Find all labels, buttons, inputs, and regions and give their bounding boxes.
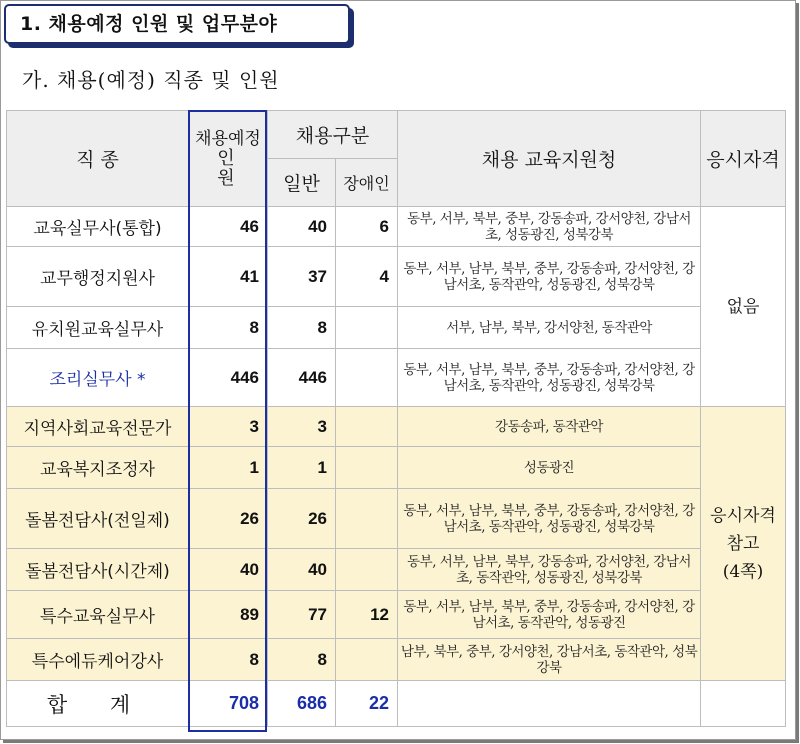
total-label: 합 계 xyxy=(7,681,189,727)
total-qualification-empty xyxy=(701,681,786,727)
header-planned xyxy=(189,111,268,207)
row-job: 돌봄전담사(전일제) xyxy=(7,489,189,549)
row-disabled xyxy=(336,307,398,349)
row-job: 교무행정지원사 xyxy=(7,247,189,307)
row-general: 8 xyxy=(268,639,336,681)
qualification-line2: 참고 xyxy=(726,533,760,554)
row-job: 돌봄전담사(시간제) xyxy=(7,549,189,591)
total-office-empty xyxy=(398,681,701,727)
qualification-line1: 응시자격 xyxy=(710,505,776,526)
row-job: 교육복지조정자 xyxy=(7,447,189,489)
row-job: 특수교육실무사 xyxy=(7,591,189,639)
row-planned: 3 xyxy=(189,407,268,447)
row-planned: 1 xyxy=(189,447,268,489)
header-office: 채용 교육지원청 xyxy=(398,111,701,207)
header-planned-line2: 인 원 xyxy=(217,147,249,189)
row-disabled xyxy=(336,489,398,549)
row-planned: 89 xyxy=(189,591,268,639)
row-office: 강동송파, 동작관악 xyxy=(398,407,701,447)
header-general: 일반 xyxy=(268,159,336,207)
header-planned-line1: 채용예정 xyxy=(195,128,261,149)
row-planned: 26 xyxy=(189,489,268,549)
recruitment-table xyxy=(6,110,786,727)
row-job: 교육실무사(통합) xyxy=(7,207,189,247)
row-general: 40 xyxy=(268,207,336,247)
row-job: 조리실무사 * xyxy=(7,349,189,407)
row-disabled xyxy=(336,639,398,681)
header-qualification: 응시자격 xyxy=(701,111,786,207)
row-general: 3 xyxy=(268,407,336,447)
row-disabled xyxy=(336,407,398,447)
header-division: 채용구분 xyxy=(268,111,398,159)
row-disabled: 4 xyxy=(336,247,398,307)
row-disabled xyxy=(336,447,398,489)
total-disabled: 22 xyxy=(336,681,398,727)
row-planned: 40 xyxy=(189,549,268,591)
row-office: 동부, 서부, 남부, 북부, 중부, 강동송파, 강서양천, 강남서초, 동작관악, 성동광진, 성북강북 xyxy=(398,489,701,549)
row-office: 서부, 남부, 북부, 강서양천, 동작관악 xyxy=(398,307,701,349)
row-disabled: 12 xyxy=(336,591,398,639)
row-general: 37 xyxy=(268,247,336,307)
row-general: 40 xyxy=(268,549,336,591)
row-job: 특수에듀케어강사 xyxy=(7,639,189,681)
row-disabled xyxy=(336,349,398,407)
row-planned: 8 xyxy=(189,307,268,349)
row-office: 동부, 서부, 남부, 북부, 중부, 강동송파, 강서양천, 강남서초, 동작관악, 성동광진 xyxy=(398,591,701,639)
sub-title: 가. 채용(예정) 직종 및 인원 xyxy=(22,68,280,92)
row-general: 77 xyxy=(268,591,336,639)
row-general: 1 xyxy=(268,447,336,489)
section-title: 1. 채용예정 인원 및 업무분야 xyxy=(4,4,350,44)
row-job: 유치원교육실무사 xyxy=(7,307,189,349)
row-general: 446 xyxy=(268,349,336,407)
total-planned: 708 xyxy=(189,681,268,727)
header-job: 직 종 xyxy=(7,111,189,207)
qualification-line3: (4쪽) xyxy=(722,561,764,582)
row-office: 성동광진 xyxy=(398,447,701,489)
row-planned: 41 xyxy=(189,247,268,307)
row-office: 동부, 서부, 남부, 북부, 강동송파, 강서양천, 강남서초, 동작관악, 성동광진, 성북강북 xyxy=(398,549,701,591)
row-office: 동부, 서부, 남부, 북부, 중부, 강동송파, 강서양천, 강남서초, 동작관악, 성동광진, 성북강북 xyxy=(398,247,701,307)
row-planned: 8 xyxy=(189,639,268,681)
row-general: 26 xyxy=(268,489,336,549)
row-general: 8 xyxy=(268,307,336,349)
row-planned: 446 xyxy=(189,349,268,407)
row-disabled xyxy=(336,549,398,591)
row-office: 동부, 서부, 북부, 중부, 강동송파, 강서양천, 강남서초, 성동광진, 성북강북 xyxy=(398,207,701,247)
total-general: 686 xyxy=(268,681,336,727)
row-office: 남부, 북부, 중부, 강서양천, 강남서초, 동작관악, 성북강북 xyxy=(398,639,701,681)
row-office: 동부, 서부, 남부, 북부, 중부, 강동송파, 강서양천, 강남서초, 동작관악, 성동광진, 성북강북 xyxy=(398,349,701,407)
row-disabled: 6 xyxy=(336,207,398,247)
qualification-reference xyxy=(701,407,786,681)
header-disabled: 장애인 xyxy=(336,159,398,207)
row-planned: 46 xyxy=(189,207,268,247)
row-job: 지역사회교육전문가 xyxy=(7,407,189,447)
qualification-none: 없음 xyxy=(701,207,786,407)
